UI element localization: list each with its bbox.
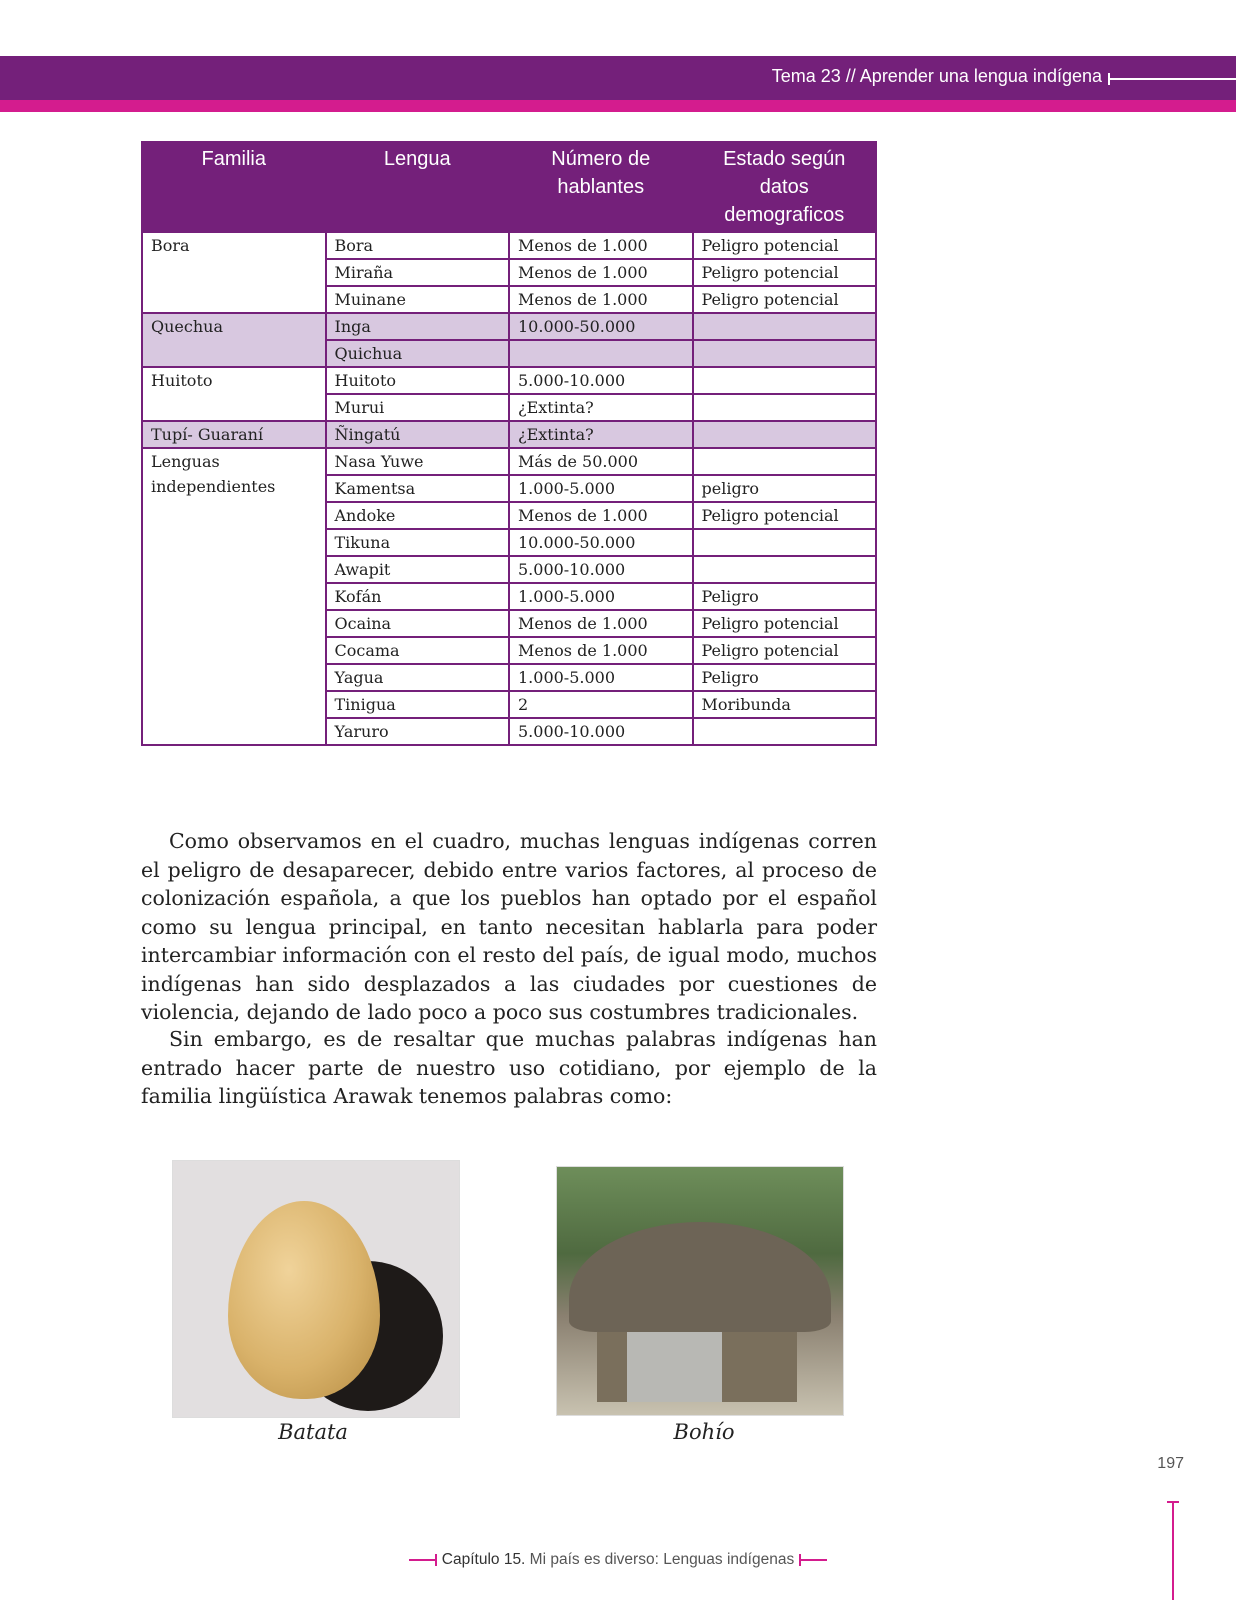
language-cell: Ocaina: [326, 610, 510, 637]
column-header-lengua: Lengua: [326, 142, 510, 232]
speakers-cell: 1.000-5.000: [509, 475, 693, 502]
language-cell: Huitoto: [326, 367, 510, 394]
family-cell: Tupí- Guaraní: [142, 421, 326, 448]
language-cell: Nasa Yuwe: [326, 448, 510, 475]
column-header-hablantes: Número de hablantes: [509, 142, 693, 232]
language-cell: Ñingatú: [326, 421, 510, 448]
language-cell: Awapit: [326, 556, 510, 583]
language-cell: Yaruro: [326, 718, 510, 745]
footer-dash-left: [409, 1559, 437, 1561]
speakers-cell: 10.000-50.000: [509, 529, 693, 556]
speakers-cell: [509, 340, 693, 367]
speakers-cell: ¿Extinta?: [509, 394, 693, 421]
page-number: 197: [1157, 1455, 1184, 1472]
family-cell: Quechua: [142, 313, 326, 367]
speakers-cell: 10.000-50.000: [509, 313, 693, 340]
speakers-cell: Más de 50.000: [509, 448, 693, 475]
header-line: [1108, 78, 1236, 80]
page-header-title: Tema 23 // Aprender una lengua indígena: [771, 66, 1102, 86]
page-footer: [0, 1551, 1236, 1569]
language-cell: Tinigua: [326, 691, 510, 718]
footer-chapter: Capítulo 15.: [441, 1551, 526, 1568]
status-cell: [693, 367, 877, 394]
speakers-cell: 5.000-10.000: [509, 556, 693, 583]
language-cell: Quichua: [326, 340, 510, 367]
status-cell: Peligro potencial: [693, 637, 877, 664]
hut-thatched-roof: [569, 1222, 831, 1332]
speakers-cell: 5.000-10.000: [509, 718, 693, 745]
speakers-cell: 5.000-10.000: [509, 367, 693, 394]
speakers-cell: Menos de 1.000: [509, 610, 693, 637]
language-cell: Bora: [326, 232, 510, 259]
table-row: [142, 313, 876, 340]
language-cell: Murui: [326, 394, 510, 421]
language-cell: Miraña: [326, 259, 510, 286]
language-cell: Kamentsa: [326, 475, 510, 502]
body-paragraph-2: Sin embargo, es de resaltar que muchas palabras indígenas han entrado hacer parte de nuestro uso cotidiano, por ejemplo de la familia lingüística Arawak tenemos palabras como:: [141, 1027, 877, 1108]
body-paragraph-1: Como observamos en el cuadro, muchas lenguas indígenas corren el peligro de desaparecer, debido entre varios factores, al proceso de colonización española, a que los pueblos han optado por el español como su lengua principal, en tanto necesitan hablarla para poder intercambiar información con el resto del país, de igual modo, muchos indígenas han sido desplazados a las ciudades por cuestiones de violencia, dejando de lado poco a poco sus costumbres tradicionales.: [141, 829, 877, 1024]
bohio-caption: Bohío: [673, 1420, 735, 1444]
language-cell: Kofán: [326, 583, 510, 610]
status-cell: [693, 313, 877, 340]
footer-dash-right: [799, 1559, 827, 1561]
status-cell: Peligro potencial: [693, 259, 877, 286]
table-row: [142, 367, 876, 394]
footer-chapter-title: Mi país es diverso: Lenguas indígenas: [525, 1551, 795, 1568]
speakers-cell: Menos de 1.000: [509, 637, 693, 664]
language-cell: Cocama: [326, 637, 510, 664]
speakers-cell: Menos de 1.000: [509, 259, 693, 286]
status-cell: [693, 718, 877, 745]
status-cell: [693, 421, 877, 448]
status-cell: Peligro potencial: [693, 502, 877, 529]
status-cell: Peligro potencial: [693, 610, 877, 637]
batata-caption: Batata: [278, 1420, 348, 1444]
table-row: [142, 448, 876, 475]
family-cell: Bora: [142, 232, 326, 313]
speakers-cell: Menos de 1.000: [509, 502, 693, 529]
status-cell: [693, 448, 877, 475]
speakers-cell: Menos de 1.000: [509, 286, 693, 313]
potato-image: [228, 1201, 380, 1399]
family-cell: Lenguas independientes: [142, 448, 326, 745]
table-row: [142, 232, 876, 259]
column-header-familia: Familia: [142, 142, 326, 232]
column-header-estado: Estado según datos demograficos: [693, 142, 877, 232]
batata-photo: [172, 1160, 460, 1418]
speakers-cell: Menos de 1.000: [509, 232, 693, 259]
language-cell: Inga: [326, 313, 510, 340]
language-cell: Tikuna: [326, 529, 510, 556]
status-cell: [693, 340, 877, 367]
language-cell: Muinane: [326, 286, 510, 313]
status-cell: Peligro: [693, 583, 877, 610]
language-cell: Yagua: [326, 664, 510, 691]
status-cell: [693, 556, 877, 583]
status-cell: peligro: [693, 475, 877, 502]
languages-table: [141, 141, 877, 746]
status-cell: Peligro: [693, 664, 877, 691]
status-cell: [693, 394, 877, 421]
family-cell: Huitoto: [142, 367, 326, 421]
speakers-cell: ¿Extinta?: [509, 421, 693, 448]
speakers-cell: 1.000-5.000: [509, 664, 693, 691]
table-header-row: [142, 142, 876, 232]
header-accent-strip: [0, 100, 1236, 112]
table-row: [142, 421, 876, 448]
status-cell: Peligro potencial: [693, 232, 877, 259]
language-cell: Andoke: [326, 502, 510, 529]
bohio-photo: [556, 1166, 844, 1416]
status-cell: Peligro potencial: [693, 286, 877, 313]
status-cell: Moribunda: [693, 691, 877, 718]
status-cell: [693, 529, 877, 556]
speakers-cell: 2: [509, 691, 693, 718]
speakers-cell: 1.000-5.000: [509, 583, 693, 610]
